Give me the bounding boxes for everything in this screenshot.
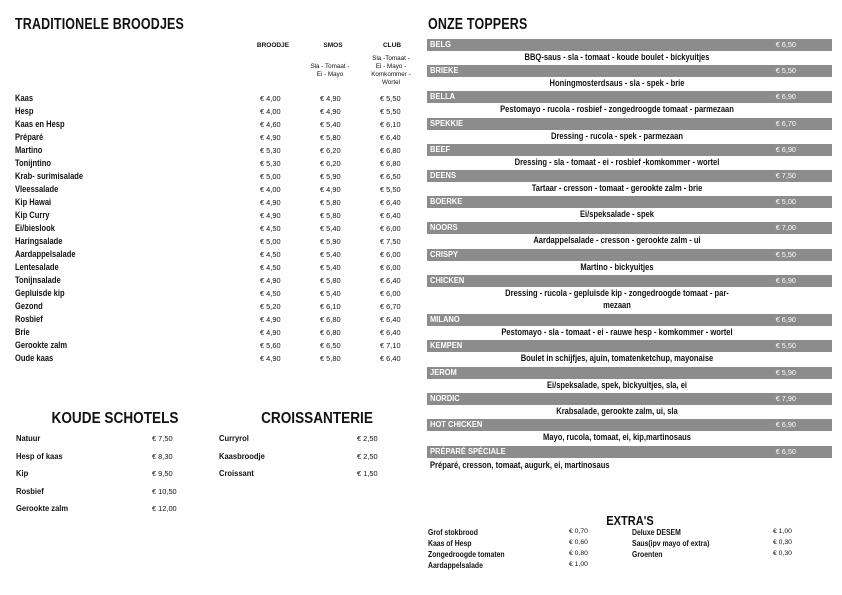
broodje-name: Brie bbox=[15, 327, 30, 337]
extra-price: € 0,80 bbox=[569, 550, 588, 557]
topper-bar bbox=[427, 144, 832, 156]
topper-description: Préparé, cresson, tomaat, augurk, ei, martinosaus bbox=[430, 460, 610, 470]
broodje-row bbox=[15, 288, 415, 301]
topper-price: € 6,50 bbox=[775, 447, 796, 456]
koude-price: € 8,30 bbox=[152, 451, 173, 461]
croissanterie-row bbox=[219, 451, 384, 468]
broodje-row bbox=[15, 236, 415, 249]
price-club: € 7,50 bbox=[380, 237, 401, 246]
koude-price: € 9,50 bbox=[152, 469, 173, 478]
price-smos: € 6,20 bbox=[320, 159, 341, 168]
topper-price: € 5,00 bbox=[775, 197, 796, 206]
price-broodje: € 4,50 bbox=[260, 224, 281, 233]
croissanterie-name: Croissant bbox=[219, 468, 254, 478]
price-smos: € 5,80 bbox=[320, 133, 341, 142]
topper-description: Ei/speksalade, spek, bickyuitjes, sla, ei bbox=[546, 380, 688, 390]
topper-name: BOERKE bbox=[430, 196, 463, 206]
broodje-name: Oude kaas bbox=[15, 353, 54, 363]
topper-description: Ei/speksalade - spek bbox=[579, 209, 655, 219]
broodje-name: Krab- surimisalade bbox=[15, 171, 84, 181]
price-club: € 6,80 bbox=[380, 159, 401, 168]
price-smos: € 6,20 bbox=[320, 146, 341, 155]
broodje-row bbox=[15, 249, 415, 262]
extra-row bbox=[428, 528, 588, 539]
topper-name: CHICKEN bbox=[430, 275, 465, 285]
topper-bar bbox=[427, 393, 832, 405]
price-smos: € 5,80 bbox=[320, 211, 341, 220]
croissanterie-price: € 2,50 bbox=[357, 434, 378, 443]
broodje-row bbox=[15, 184, 415, 197]
broodje-row bbox=[15, 210, 415, 223]
topper-price: € 5,90 bbox=[775, 368, 796, 377]
topper-price: € 6,90 bbox=[775, 315, 796, 324]
broodje-row bbox=[15, 158, 415, 171]
broodje-row bbox=[15, 132, 415, 145]
extra-row bbox=[428, 561, 588, 572]
price-smos: € 4,90 bbox=[320, 107, 341, 116]
extra-name: Kaas of Hesp bbox=[428, 539, 472, 548]
price-smos: € 5,40 bbox=[320, 289, 341, 298]
price-smos: € 6,10 bbox=[320, 302, 341, 311]
extra-name: Aardappelsalade bbox=[428, 561, 483, 570]
price-club: € 6,00 bbox=[380, 250, 401, 259]
topper-description: Dressing - rucola - gepluisde kip - zongedroogde tomaat - par- bbox=[505, 288, 729, 298]
price-broodje: € 5,60 bbox=[260, 341, 281, 350]
topper-name: DEENS bbox=[430, 170, 456, 180]
price-smos: € 5,80 bbox=[320, 198, 341, 207]
price-club: € 6,70 bbox=[380, 302, 401, 311]
broodje-name: Aardappelsalade bbox=[15, 249, 76, 259]
topper-name: PRÉPARÉ SPÉCIALE bbox=[430, 446, 506, 456]
topper-price: € 7,50 bbox=[775, 171, 796, 180]
price-broodje: € 4,90 bbox=[260, 211, 281, 220]
broodje-row bbox=[15, 106, 415, 119]
broodje-name: Martino bbox=[15, 145, 43, 155]
koude-name: Hesp of kaas bbox=[16, 450, 63, 461]
price-club: € 6,40 bbox=[380, 354, 401, 363]
topper-bar bbox=[427, 367, 832, 379]
broodje-name: Gepluisde kip bbox=[15, 288, 65, 298]
price-broodje: € 4,60 bbox=[260, 120, 281, 129]
koude-name: Natuur bbox=[16, 433, 41, 443]
croissanterie-name: Kaasbroodje bbox=[219, 450, 265, 461]
extra-row bbox=[632, 528, 802, 539]
koude-title: KOUDE SCHOTELS bbox=[51, 410, 179, 427]
topper-description: BBQ-saus - sla - tomaat - koude boulet - bickyuitjes bbox=[524, 52, 710, 62]
price-smos: € 5,40 bbox=[320, 224, 341, 233]
koude-row bbox=[16, 468, 181, 485]
broodje-name: Vleessalade bbox=[15, 184, 59, 194]
topper-name: NORDIC bbox=[430, 393, 460, 403]
topper-price: € 6,50 bbox=[775, 40, 796, 49]
price-broodje: € 5,20 bbox=[260, 302, 281, 311]
broodje-row bbox=[15, 197, 415, 210]
price-club: € 6,00 bbox=[380, 289, 401, 298]
price-broodje: € 4,90 bbox=[260, 315, 281, 324]
topper-name: BELG bbox=[430, 39, 451, 49]
topper-description: Boulet in schijfjes, ajuin, tomatenketchup, mayonaise bbox=[520, 353, 714, 363]
koude-price: € 12,00 bbox=[152, 504, 177, 513]
topper-name: CRISPY bbox=[430, 249, 459, 259]
topper-price: € 5,50 bbox=[775, 66, 796, 75]
extra-name: Groenten bbox=[632, 550, 663, 559]
broodje-name: Gezond bbox=[15, 301, 43, 311]
extra-price: € 0,70 bbox=[569, 528, 588, 535]
broodje-name: Kaas bbox=[15, 93, 34, 103]
price-smos: € 5,90 bbox=[320, 237, 341, 246]
broodje-row bbox=[15, 301, 415, 314]
topper-bar bbox=[427, 249, 832, 261]
topper-price: € 6,90 bbox=[775, 92, 796, 101]
topper-name: MILANO bbox=[430, 314, 460, 324]
topper-description: Aardappelsalade - cresson - gerookte zalm - ui bbox=[533, 235, 701, 245]
broodje-row bbox=[15, 340, 415, 353]
extra-price: € 1,00 bbox=[569, 561, 588, 568]
koude-name: Kip bbox=[16, 468, 29, 478]
koude-name: Rosbief bbox=[16, 485, 44, 496]
topper-price: € 6,90 bbox=[775, 420, 796, 429]
topper-price: € 5,50 bbox=[775, 341, 796, 350]
topper-description: Martino - bickyuitjes bbox=[580, 262, 654, 272]
price-smos: € 5,80 bbox=[320, 276, 341, 285]
topper-name: BEEF bbox=[430, 144, 451, 154]
price-broodje: € 4,00 bbox=[260, 94, 281, 103]
topper-description: Mayo, rucola, tomaat, ei, kip,martinosaus bbox=[542, 432, 691, 442]
price-broodje: € 4,00 bbox=[260, 185, 281, 194]
topper-description: Pestomayo - sla - tomaat - ei - rauwe hesp - komkommer - wortel bbox=[501, 327, 733, 337]
topper-bar bbox=[427, 196, 832, 208]
toppers-title: ONZE TOPPERS bbox=[428, 16, 528, 33]
col-desc-club: Sla -Tomaat - Ei - Mayo - Komkommer - Wortel bbox=[371, 55, 411, 86]
price-smos: € 6,50 bbox=[320, 341, 341, 350]
broodje-row bbox=[15, 262, 415, 275]
price-smos: € 5,80 bbox=[320, 354, 341, 363]
topper-price: € 5,50 bbox=[775, 250, 796, 259]
price-club: € 7,10 bbox=[380, 341, 401, 350]
topper-bar bbox=[427, 340, 832, 352]
price-broodje: € 4,90 bbox=[260, 276, 281, 285]
extra-row bbox=[428, 539, 588, 550]
topper-price: € 6,90 bbox=[775, 276, 796, 285]
col-header-club: CLUB bbox=[382, 42, 402, 49]
extra-name: Saus(ipv mayo of extra) bbox=[632, 539, 710, 548]
topper-bar bbox=[427, 222, 832, 234]
price-club: € 6,40 bbox=[380, 328, 401, 337]
col-desc-smos: Sla - Tomaat - Ei - Mayo bbox=[310, 63, 350, 78]
topper-price: € 6,70 bbox=[775, 119, 796, 128]
extra-name: Grof stokbrood bbox=[428, 528, 478, 537]
koude-price: € 10,50 bbox=[152, 486, 177, 496]
broodje-name: Ei/bieslook bbox=[15, 223, 55, 233]
topper-name: SPEKKIE bbox=[430, 118, 464, 128]
topper-bar bbox=[427, 170, 832, 182]
topper-description: Krabsalade, gerookte zalm, ui, sla bbox=[556, 406, 678, 416]
topper-bar bbox=[427, 39, 832, 51]
topper-bar bbox=[427, 275, 832, 287]
broodje-name: Tonijnsalade bbox=[15, 275, 61, 285]
price-club: € 5,50 bbox=[380, 185, 401, 194]
topper-name: JEROM bbox=[430, 367, 457, 377]
broodje-name: Kip Hawai bbox=[15, 197, 52, 207]
price-broodje: € 4,90 bbox=[260, 354, 281, 363]
croissanterie-name: Curryrol bbox=[219, 433, 249, 443]
broodje-name: Kaas en Hesp bbox=[15, 119, 65, 129]
price-smos: € 5,90 bbox=[320, 172, 341, 181]
extra-row bbox=[632, 539, 802, 550]
price-broodje: € 5,00 bbox=[260, 237, 281, 246]
topper-name: BRIEKE bbox=[430, 65, 459, 75]
price-club: € 6,40 bbox=[380, 315, 401, 324]
topper-description: mezaan bbox=[603, 300, 631, 310]
topper-bar bbox=[427, 91, 832, 103]
broodje-row bbox=[15, 145, 415, 158]
extra-price: € 0,30 bbox=[773, 539, 792, 546]
topper-price: € 6,90 bbox=[775, 145, 796, 154]
extra-name: Zongedroogde tomaten bbox=[428, 550, 505, 559]
extra-row bbox=[632, 550, 802, 561]
broodje-row bbox=[15, 314, 415, 327]
price-smos: € 5,40 bbox=[320, 263, 341, 272]
broodjes-title: TRADITIONELE BROODJES bbox=[15, 16, 185, 33]
topper-description: Dressing - sla - tomaat - ei - rosbief -komkommer - wortel bbox=[514, 157, 720, 167]
price-broodje: € 4,90 bbox=[260, 198, 281, 207]
topper-name: KEMPEN bbox=[430, 340, 463, 350]
broodje-name: Préparé bbox=[15, 132, 44, 142]
topper-bar bbox=[427, 419, 832, 431]
croissanterie-row bbox=[219, 433, 384, 450]
broodje-name: Tonijntino bbox=[15, 158, 51, 168]
broodje-name: Gerookte zalm bbox=[15, 340, 68, 350]
broodje-name: Lentesalade bbox=[15, 262, 59, 272]
price-broodje: € 4,90 bbox=[260, 328, 281, 337]
broodje-row bbox=[15, 171, 415, 184]
broodje-row bbox=[15, 275, 415, 288]
price-smos: € 4,90 bbox=[320, 94, 341, 103]
col-header-broodje: BROODJE bbox=[256, 42, 290, 49]
price-broodje: € 4,50 bbox=[260, 263, 281, 272]
broodje-row bbox=[15, 353, 415, 366]
price-club: € 6,80 bbox=[380, 146, 401, 155]
extra-row bbox=[428, 550, 588, 561]
extra-price: € 0,60 bbox=[569, 539, 588, 546]
topper-price: € 7,00 bbox=[775, 223, 796, 232]
price-club: € 6,40 bbox=[380, 276, 401, 285]
price-club: € 6,50 bbox=[380, 172, 401, 181]
broodje-name: Rosbief bbox=[15, 314, 43, 324]
croissanterie-price: € 2,50 bbox=[357, 451, 378, 461]
koude-row bbox=[16, 433, 181, 450]
price-club: € 6,40 bbox=[380, 211, 401, 220]
topper-name: HOT CHICKEN bbox=[430, 419, 483, 429]
price-smos: € 6,80 bbox=[320, 315, 341, 324]
col-header-smos: SMOS bbox=[323, 42, 343, 49]
extra-price: € 0,30 bbox=[773, 550, 792, 557]
price-broodje: € 4,50 bbox=[260, 289, 281, 298]
topper-bar bbox=[427, 446, 832, 458]
topper-bar bbox=[427, 314, 832, 326]
extras-title: EXTRA'S bbox=[606, 513, 654, 528]
price-club: € 6,10 bbox=[380, 120, 401, 129]
topper-description: Tartaar - cresson - tomaat - gerookte zalm - brie bbox=[531, 183, 703, 193]
price-club: € 6,00 bbox=[380, 263, 401, 272]
croissanterie-title: CROISSANTERIE bbox=[261, 410, 373, 427]
topper-bar bbox=[427, 118, 832, 130]
broodje-row bbox=[15, 119, 415, 132]
broodje-row bbox=[15, 327, 415, 340]
koude-row bbox=[16, 486, 181, 503]
price-smos: € 5,40 bbox=[320, 120, 341, 129]
extra-price: € 1,00 bbox=[773, 528, 792, 535]
topper-name: BELLA bbox=[430, 91, 456, 101]
price-broodje: € 5,00 bbox=[260, 172, 281, 181]
price-club: € 6,40 bbox=[380, 198, 401, 207]
koude-price: € 7,50 bbox=[152, 434, 173, 443]
broodje-row bbox=[15, 93, 415, 106]
topper-description: Dressing - rucola - spek - parmezaan bbox=[550, 131, 684, 141]
price-smos: € 5,40 bbox=[320, 250, 341, 259]
topper-description: Honingmosterdsaus - sla - spek - brie bbox=[549, 78, 685, 88]
extra-name: Deluxe DESEM bbox=[632, 528, 681, 537]
broodje-name: Haringsalade bbox=[15, 236, 63, 246]
croissanterie-row bbox=[219, 468, 384, 485]
price-smos: € 4,90 bbox=[320, 185, 341, 194]
price-club: € 6,00 bbox=[380, 224, 401, 233]
price-broodje: € 4,90 bbox=[260, 133, 281, 142]
price-broodje: € 5,30 bbox=[260, 159, 281, 168]
koude-row bbox=[16, 451, 181, 468]
price-broodje: € 4,50 bbox=[260, 250, 281, 259]
broodje-name: Kip Curry bbox=[15, 210, 50, 220]
topper-bar bbox=[427, 65, 832, 77]
price-broodje: € 4,00 bbox=[260, 107, 281, 116]
price-broodje: € 5,30 bbox=[260, 146, 281, 155]
topper-name: NOORS bbox=[430, 222, 458, 232]
broodje-row bbox=[15, 223, 415, 236]
topper-price: € 7,90 bbox=[775, 394, 796, 403]
broodje-name: Hesp bbox=[15, 106, 34, 116]
price-club: € 5,50 bbox=[380, 94, 401, 103]
topper-description: Pestomayo - rucola - rosbief - zongedroogde tomaat - parmezaan bbox=[500, 104, 734, 114]
price-club: € 6,40 bbox=[380, 133, 401, 142]
price-club: € 5,50 bbox=[380, 107, 401, 116]
price-smos: € 6,80 bbox=[320, 328, 341, 337]
croissanterie-price: € 1,50 bbox=[357, 469, 378, 478]
koude-name: Gerookte zalm bbox=[16, 503, 69, 513]
koude-row bbox=[16, 503, 181, 520]
